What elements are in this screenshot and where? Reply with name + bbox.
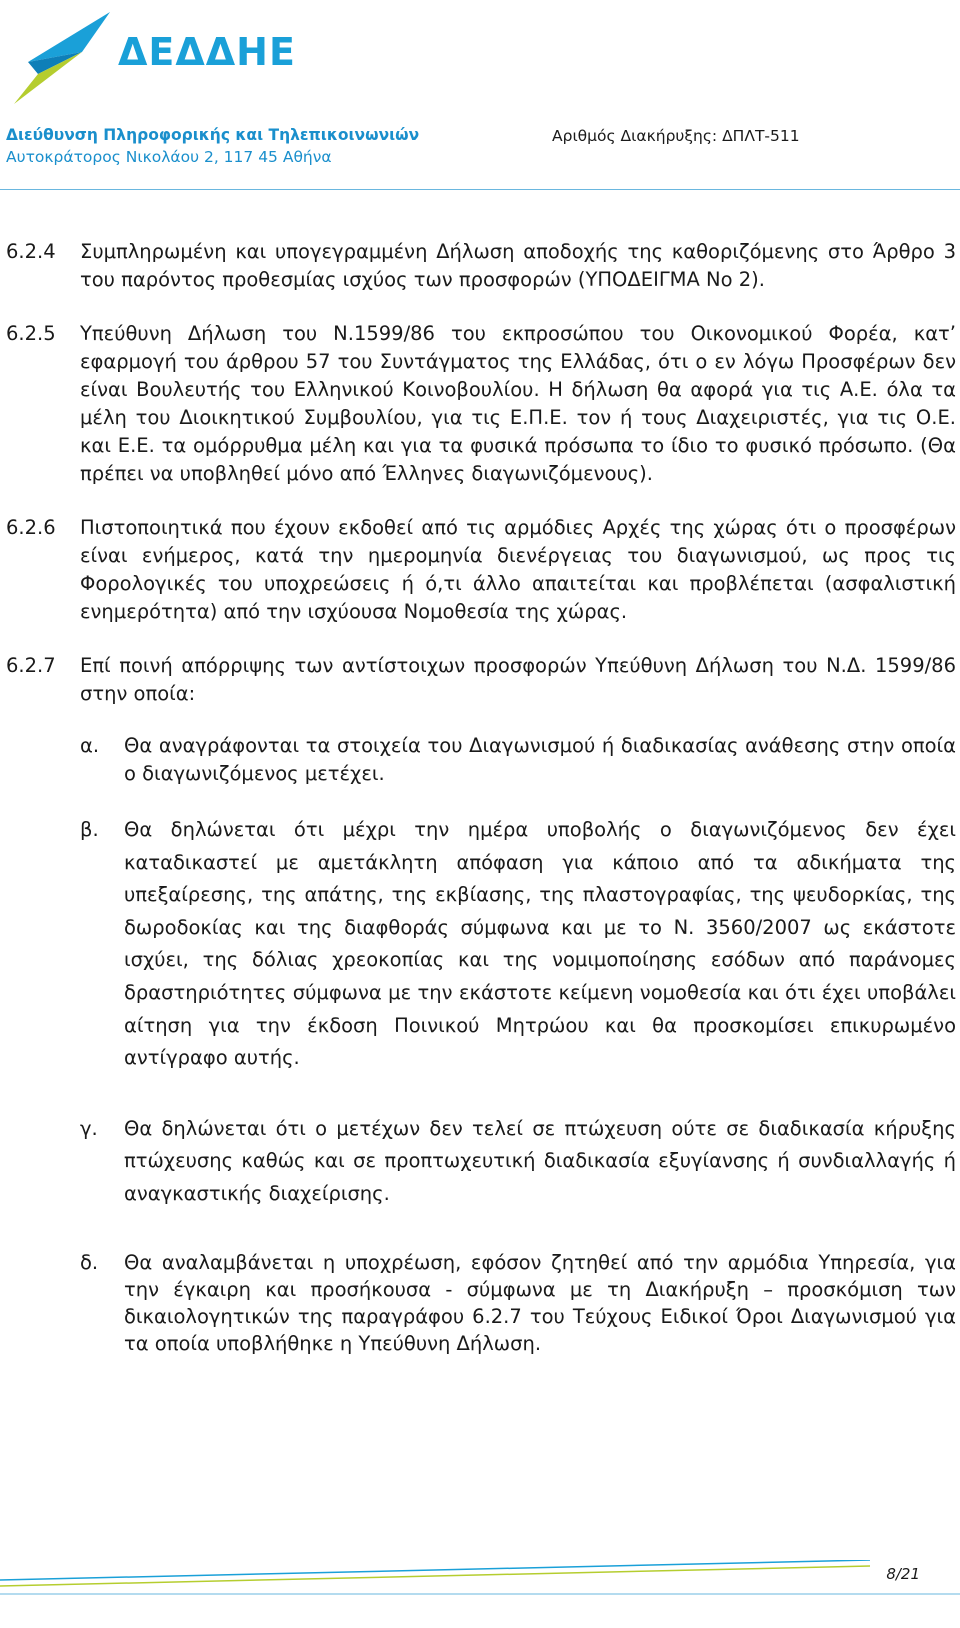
department-name: Διεύθυνση Πληροφορικής και Τηλεπικοινωνιών bbox=[6, 126, 420, 144]
paragraph-6-2-5 bbox=[6, 320, 956, 488]
paragraph-text: Συμπληρωμένη και υπογεγραμμένη Δήλωση αποδοχής της καθοριζόμενης στο Άρθρο 3 του παρόντος προθεσμίας ισχύος των προσφορών (ΥΠΟΔΕΙΓΜΑ Νο 2). bbox=[80, 240, 956, 291]
department-address: Αυτοκράτορος Νικολάου 2, 117 45 Αθήνα bbox=[6, 148, 332, 166]
company-logo bbox=[8, 8, 298, 110]
paragraph-text: Υπεύθυνη Δήλωση του Ν.1599/86 του εκπροσώπου του Οικονομικού Φορέα, κατ’ εφαρμογή του άρθρου 57 του Συντάγματος της Ελλάδας, ότι ο εν λόγω Προσφέρων δεν είναι Βουλευτής του Ελληνικού Κοινοβουλίου. Η δήλωση θα αφορά για τις Α.Ε. όλα τα μέλη του Διοικητικού Συμβουλίου, για τις Ε.Π.Ε. τον ή τους Διαχειριστές, για τις Ο.Ε. και Ε.Ε. τα ομόρρυθμα μέλη και για τα φυσικά πρόσωπα το ίδιο το φυσικό πρόσωπο. (Θα πρέπει να υποβληθεί μόνο από Έλληνες διαγωνιζόμενους). bbox=[80, 322, 956, 485]
paragraph-6-2-4 bbox=[6, 238, 956, 294]
list-item-text: Θα δηλώνεται ότι μέχρι την ημέρα υποβολής ο διαγωνιζόμενος δεν έχει καταδικαστεί με αμετάκλητη απόφαση για κάποιο από τα αδικήματα της υπεξαίρεσης, της απάτης, της εκβίασης, της πλαστογραφίας, της ψευδορκίας, της δωροδοκίας και της διαφθοράς σύμφωνα και με το Ν. 3560/2007 ως εκάστοτε ισχύει, της δόλιας χρεοκοπίας και της νομιμοποίησης εσόδων από παράνομες δραστηριότητες σύμφωνα με την εκάστοτε κείμενη νομοθεσία και ότι έχει υποβάλει αίτηση για την έκδοση Ποινικού Μητρώου και θα προσκομίσει επικυρωμένο αντίγραφο αυτής. bbox=[124, 818, 956, 1070]
paragraph-6-2-7 bbox=[6, 652, 956, 708]
list-item-a bbox=[80, 732, 956, 788]
paragraph-number: 6.2.7 bbox=[6, 654, 56, 677]
list-item-b bbox=[80, 814, 956, 1075]
logo-mark-icon bbox=[8, 8, 118, 110]
footer-decoration bbox=[0, 1560, 960, 1600]
tender-reference: Αριθμός Διακήρυξης: ΔΠΛΤ-511 bbox=[552, 127, 800, 145]
list-item-label: α. bbox=[80, 734, 100, 757]
list-item-text: Θα αναγράφονται τα στοιχεία του Διαγωνισμού ή διαδικασίας ανάθεσης στην οποία ο διαγωνιζόμενος μετέχει. bbox=[124, 734, 956, 785]
list-item-text: Θα αναλαμβάνεται η υποχρέωση, εφόσον ζητηθεί από την αρμόδια Υπηρεσία, για την έγκαιρη και προσήκουσα - σύμφωνα με τη Διακήρυξη – προσκόμιση των δικαιολογητικών της παραγράφου 6.2.7 του Τεύχους Ειδικοί Όροι Διαγωνισμού για τα οποία υποβλήθηκε η Υπεύθυνη Δήλωση. bbox=[124, 1250, 956, 1356]
paragraph-number: 6.2.6 bbox=[6, 516, 56, 539]
list-item-label: β. bbox=[80, 818, 99, 841]
logo-wordmark: ΔΕΔΔΗΕ bbox=[118, 30, 296, 74]
list-item-d bbox=[80, 1249, 956, 1358]
requirement-list bbox=[6, 732, 956, 1357]
page-number: 8/21 bbox=[886, 1565, 920, 1583]
paragraph-text: Πιστοποιητικά που έχουν εκδοθεί από τις αρμόδιες Αρχές της χώρας ότι ο προσφέρων είναι ενήμερος, κατά την ημερομηνία διενέργειας του διαγωνισμού, ως προς τις Φορολογικές του υποχρεώσεις ή ό,τι άλλο απαιτείται και προβλέπεται (ασφαλιστική ενημερότητα) από την ισχύουσα Νομοθεσία της χώρας. bbox=[80, 516, 956, 623]
list-item-c bbox=[80, 1113, 956, 1211]
list-item-text: Θα δηλώνεται ότι ο μετέχων δεν τελεί σε πτώχευση ούτε σε διαδικασία κήρυξης πτώχευσης καθώς και σε προπτωχευτική διαδικασία εξυγίανσης ή συνδιαλλαγής ή αναγκαστικής διαχείρισης. bbox=[124, 1116, 956, 1205]
list-item-label: δ. bbox=[80, 1250, 99, 1274]
paragraph-text: Επί ποινή απόρριψης των αντίστοιχων προσφορών Υπεύθυνη Δήλωση του Ν.Δ. 1599/86 στην οποία: bbox=[80, 654, 956, 705]
header-divider bbox=[0, 189, 960, 190]
document-body bbox=[6, 238, 956, 1357]
paragraph-number: 6.2.5 bbox=[6, 322, 56, 345]
paragraph-6-2-6 bbox=[6, 514, 956, 626]
list-item-label: γ. bbox=[80, 1116, 98, 1140]
paragraph-number: 6.2.4 bbox=[6, 240, 56, 263]
